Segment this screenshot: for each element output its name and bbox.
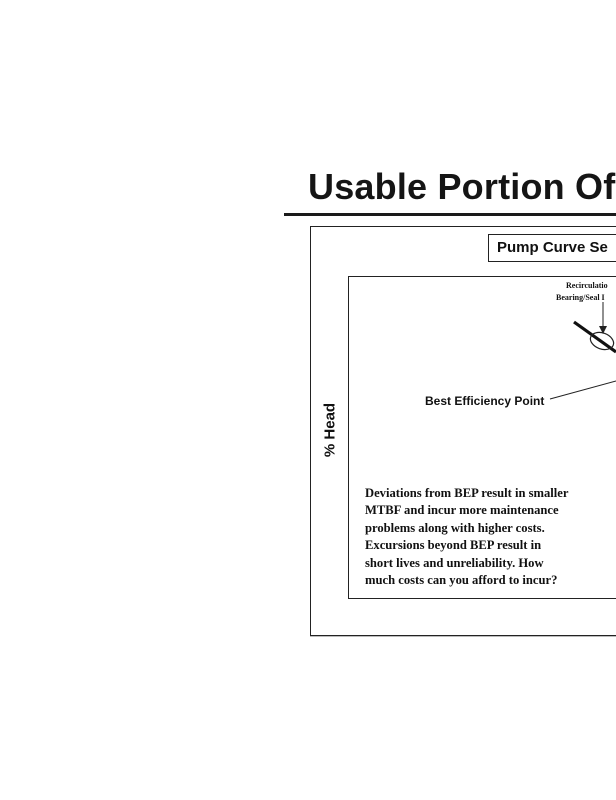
note-line: Excursions beyond BEP result in	[365, 538, 542, 553]
figure-subtitle: Pump Curve Se	[488, 234, 616, 262]
bep-leader	[550, 381, 616, 399]
bep-label: Best Efficiency Point	[425, 394, 545, 408]
note-line: problems along with higher costs.	[365, 520, 545, 535]
note-line: Deviations from BEP result in smaller	[365, 486, 569, 500]
slide-title: Usable Portion Of	[308, 166, 616, 207]
maintenance-note	[365, 485, 616, 589]
note-line: short lives and unreliability. How	[365, 555, 544, 570]
y-axis-label: % Head	[321, 402, 339, 458]
recirculation-label-line1: Recirculatio	[566, 281, 608, 290]
note-line: MTBF and incur more maintenance	[365, 503, 559, 518]
recirculation-label-line2: Bearing/Seal I	[556, 293, 605, 302]
note-line: much costs can you afford to incur?	[365, 573, 558, 588]
